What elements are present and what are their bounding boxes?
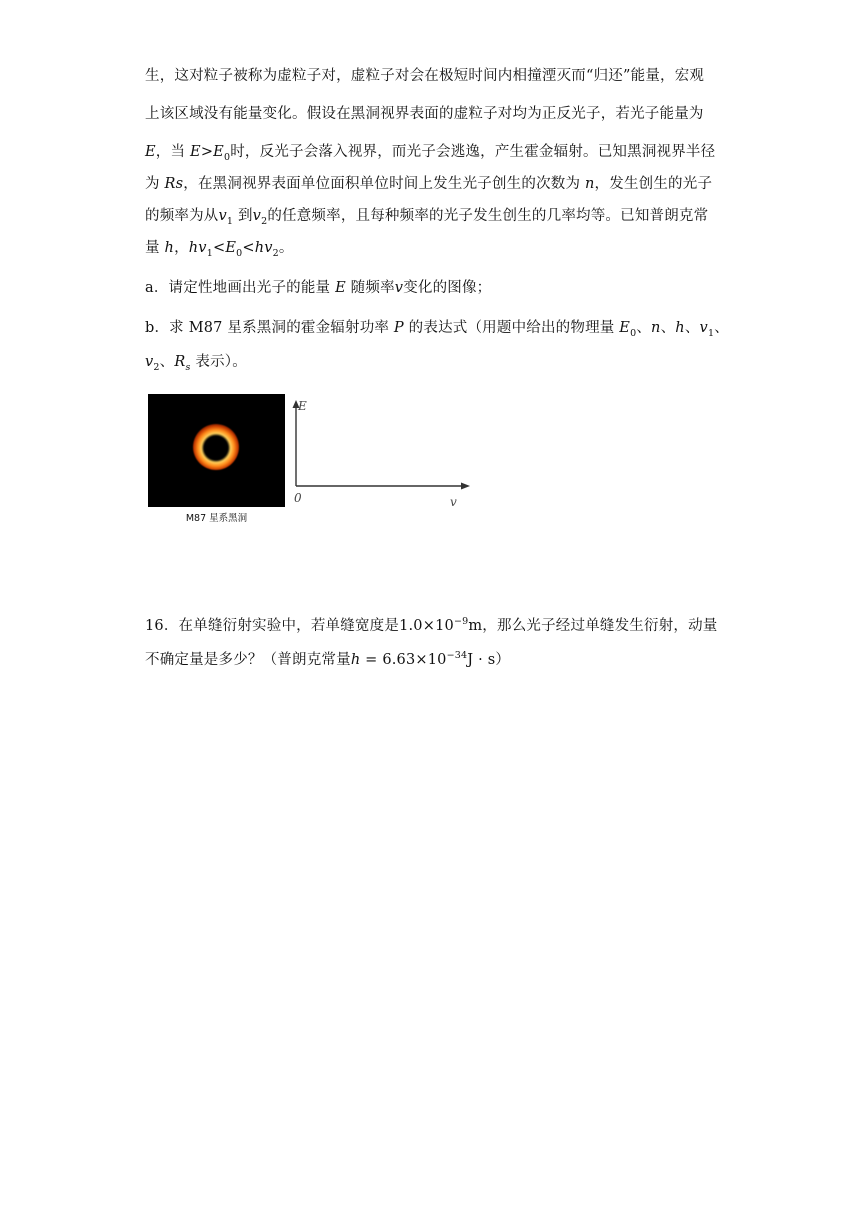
var-h: h: [164, 240, 175, 256]
text: 的任意频率，且每种频率的光子发生创生的几率均等。已知普朗克常: [267, 208, 709, 224]
origin-label: 0: [294, 491, 302, 505]
unit: m: [468, 618, 483, 634]
unit: J · s: [467, 652, 496, 668]
symbol-lt: <: [212, 240, 226, 256]
question-b-cont: [145, 352, 725, 372]
subscript: 1: [206, 247, 213, 259]
subscript: 2: [272, 247, 279, 259]
var-n: n: [651, 320, 661, 336]
var-n: n: [585, 176, 595, 192]
text: ，那么光子经过单缝发生衍射，动量: [482, 618, 718, 634]
superscript: −9: [453, 616, 469, 628]
var-E0: E: [619, 320, 631, 336]
var-Rs: Rs: [164, 176, 184, 192]
paragraph-line-3: [145, 142, 725, 162]
var-E0: E: [225, 240, 237, 256]
blank-axes: [288, 394, 478, 512]
black-hole-ring: [193, 424, 239, 470]
subscript: s: [185, 361, 191, 373]
var-h: h: [350, 652, 361, 668]
text: 的频率为从: [145, 208, 219, 224]
separator: 、: [159, 354, 175, 370]
symbol-gt: >: [200, 144, 214, 160]
separator: 、: [714, 320, 729, 336]
var-E: E: [335, 280, 346, 296]
text: ，当: [155, 144, 191, 160]
subscript: 0: [630, 327, 637, 339]
text: 到: [233, 208, 253, 224]
question-b: [145, 318, 729, 339]
paragraph-line-1: 生，这对粒子被称为虚粒子对，虚粒子对会在极短时间内相撞湮灭而“归还”能量，宏观: [145, 68, 705, 84]
text: 随频率: [345, 280, 395, 296]
subscript: 0: [236, 247, 243, 259]
superscript: −34: [446, 650, 468, 662]
var-v1: v: [699, 320, 708, 336]
var-v: v: [252, 208, 262, 224]
x-axis-label: v: [450, 495, 457, 509]
math: = 6.63×10: [360, 652, 447, 668]
text: a．请定性地画出光子的能量: [145, 280, 336, 296]
text: 为: [145, 176, 165, 192]
var-E: E: [145, 144, 156, 160]
paragraph-line-5: [145, 206, 725, 226]
math: 1.0×10: [399, 618, 454, 634]
var-v: v: [218, 208, 227, 224]
text: ，: [174, 240, 189, 256]
subscript: 2: [153, 361, 160, 373]
var-hv2: hv: [254, 240, 273, 256]
text: ，在黑洞视界表面单位面积单位时间上发生光子创生的次数为: [183, 176, 585, 192]
paragraph-line-4: [145, 174, 725, 194]
separator: 、: [660, 320, 676, 336]
text: 16．在单缝衍射实验中，若单缝宽度是: [145, 618, 400, 634]
subscript: 0: [223, 151, 231, 163]
x-axis-arrow-icon: [461, 483, 470, 490]
y-axis-label: E: [298, 399, 307, 413]
paragraph-line-2: 上该区域没有能量变化。假设在黑洞视界表面的虚粒子对均为正反光子，若光子能量为: [145, 106, 704, 122]
subscript: 2: [261, 215, 268, 227]
text: 的表达式（用题中给出的物理量: [403, 320, 620, 336]
figure: [148, 394, 478, 524]
paragraph-line-6: [145, 238, 725, 258]
question-a: [145, 278, 725, 298]
black-hole-image: [148, 394, 285, 507]
text: b．求 M87 星系黑洞的霍金辐射功率: [145, 320, 394, 336]
text: 时，反光子会落入视界，而光子会逃逸，产生霍金辐射。已知黑洞视界半径: [230, 144, 716, 160]
subscript: 1: [226, 215, 234, 227]
text: 变化的图像；: [403, 280, 492, 296]
var-v: v: [394, 280, 404, 296]
text: 不确定量是多少？（普朗克常量: [145, 652, 351, 668]
text: ）: [495, 652, 511, 668]
question-16-line-2: [145, 650, 725, 670]
var-P: P: [393, 320, 404, 336]
text: 量: [145, 240, 165, 256]
separator: 、: [684, 320, 700, 336]
subscript: 1: [707, 327, 715, 339]
var-v2: v: [145, 354, 154, 370]
separator: 、: [636, 320, 652, 336]
figure-caption: M87 星系黑洞: [185, 513, 248, 524]
var-E: E: [190, 144, 201, 160]
var-Rs: R: [174, 354, 186, 370]
text: ，发生创生的光子: [594, 176, 713, 192]
symbol-lt: <: [242, 240, 255, 256]
text: 。: [278, 240, 294, 256]
question-16-line-1: [145, 616, 725, 636]
text: 表示）。: [190, 354, 247, 370]
var-hv1: hv: [188, 240, 207, 256]
var-h: h: [675, 320, 685, 336]
var-E0: E: [213, 144, 224, 160]
